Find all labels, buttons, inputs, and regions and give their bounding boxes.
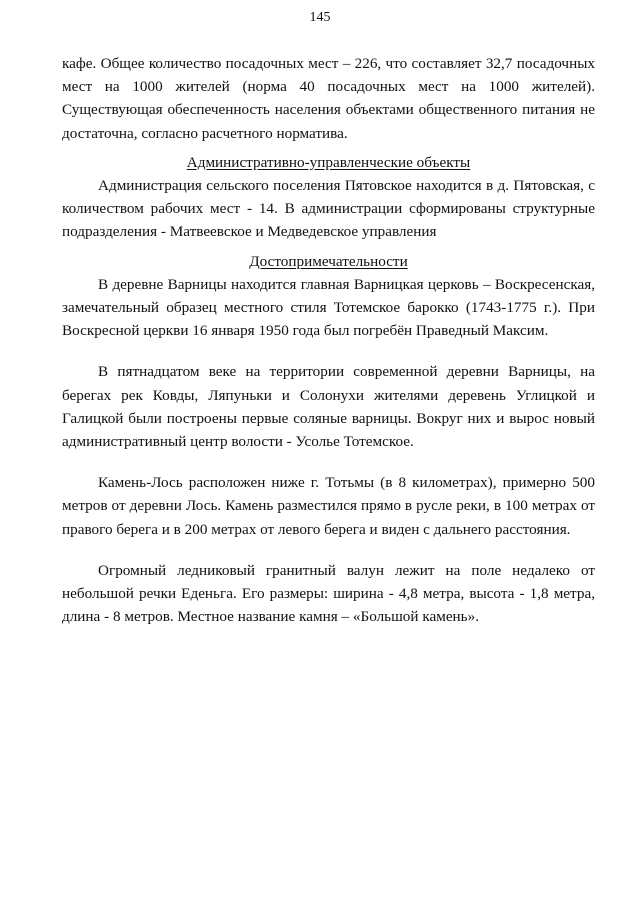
document-body: [62, 52, 595, 628]
paragraph-varnitsy-church: В деревне Варницы находится главная Варницкая церковь – Воскресенская, замечательный образец местного стиля Тотемское барокко (1743-1775 г.). При Воскресной церкви 16 января 1950 года был погребён Праведный Максим.: [62, 275, 595, 340]
section-heading-administrative: Административно-управленческие объекты: [186, 153, 471, 171]
paragraph-administration: Администрация сельского поселения Пятовское находится в д. Пятовская, с количеством рабочих мест - 14. В администрации сформированы структурные подразделения - Матвеевское и Медведевское управления: [62, 177, 595, 241]
paragraph-boulder: Огромный ледниковый гранитный валун лежит на поле недалеко от небольшой речки Еденьга. Его размеры: ширина - 4,8 метра, высота - 1,8 метра, длина - 8 метров. Местное название камня – «Большой камень».: [62, 561, 595, 626]
page-number: 145: [309, 10, 331, 25]
paragraph-kamen-los: Камень-Лось расположен ниже г. Тотьмы (в 8 километрах), примерно 500 метров от деревни Лось. Камень разместился прямо в русле реки, в 100 метрах от правого берега и в 200 метрах от левого берега и виден с дальнего расстояния.: [62, 474, 595, 538]
paragraph-cafe-seats: кафе. Общее количество посадочных мест – 226, что составляет 32,7 посадочных мест на 1000 жителей (норма 40 посадочных мест на 1000 жителей). Существующая обеспеченность населения объектами общественного питания не достаточна, согласно расчетного норматива.: [62, 55, 595, 142]
paragraph-salt-works: В пятнадцатом веке на территории современной деревни Варницы, на берегах рек Ковды, Ляпуньки и Солонухи жителями деревень Углицкой и Галицкой были построены первые соляные варницы. Вокруг них и вырос новый административный центр волости - Усолье Тотемское.: [62, 363, 595, 451]
section-heading-sights: Достопримечательности: [249, 252, 408, 270]
